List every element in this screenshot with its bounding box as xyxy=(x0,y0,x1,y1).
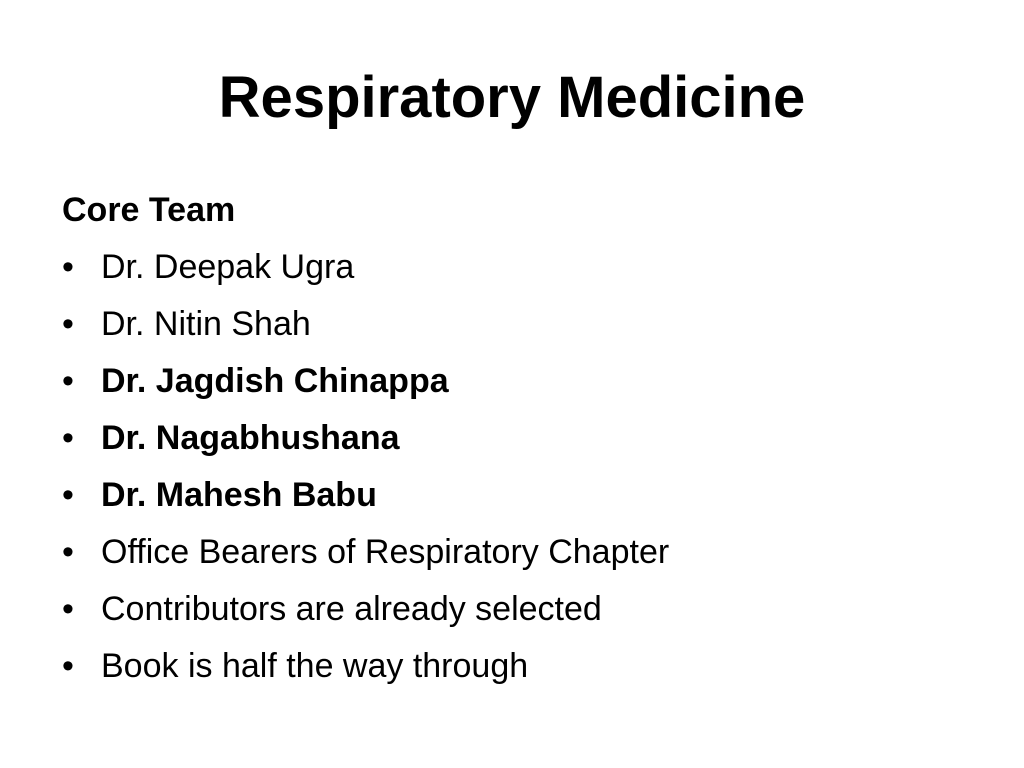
slide-content xyxy=(62,182,962,695)
bullet-icon: • xyxy=(62,362,74,400)
list-item-text: Dr. Mahesh Babu xyxy=(101,476,377,514)
list-item-text: Dr. Nagabhushana xyxy=(101,419,400,457)
bullet-list xyxy=(62,239,962,695)
bullet-icon: • xyxy=(62,476,74,514)
list-item xyxy=(62,524,962,581)
list-item xyxy=(62,296,962,353)
bullet-icon: • xyxy=(62,248,74,286)
list-item-text: Dr. Nitin Shah xyxy=(101,305,311,343)
list-item xyxy=(62,638,962,695)
list-item xyxy=(62,353,962,410)
list-item-text: Dr. Deepak Ugra xyxy=(101,248,355,286)
bullet-icon: • xyxy=(62,590,74,628)
list-item xyxy=(62,467,962,524)
bullet-icon: • xyxy=(62,419,74,457)
slide-title: Respiratory Medicine xyxy=(218,65,806,130)
list-item xyxy=(62,410,962,467)
list-item xyxy=(62,239,962,296)
list-item xyxy=(62,581,962,638)
list-item-text: Book is half the way through xyxy=(101,647,529,685)
list-item-text: Contributors are already selected xyxy=(101,590,602,628)
bullet-icon: • xyxy=(62,647,74,685)
list-item-text: Dr. Jagdish Chinappa xyxy=(101,362,449,400)
list-item-text: Office Bearers of Respiratory Chapter xyxy=(101,533,670,571)
bullet-icon: • xyxy=(62,533,74,571)
section-heading: Core Team xyxy=(62,191,236,229)
bullet-icon: • xyxy=(62,305,74,343)
